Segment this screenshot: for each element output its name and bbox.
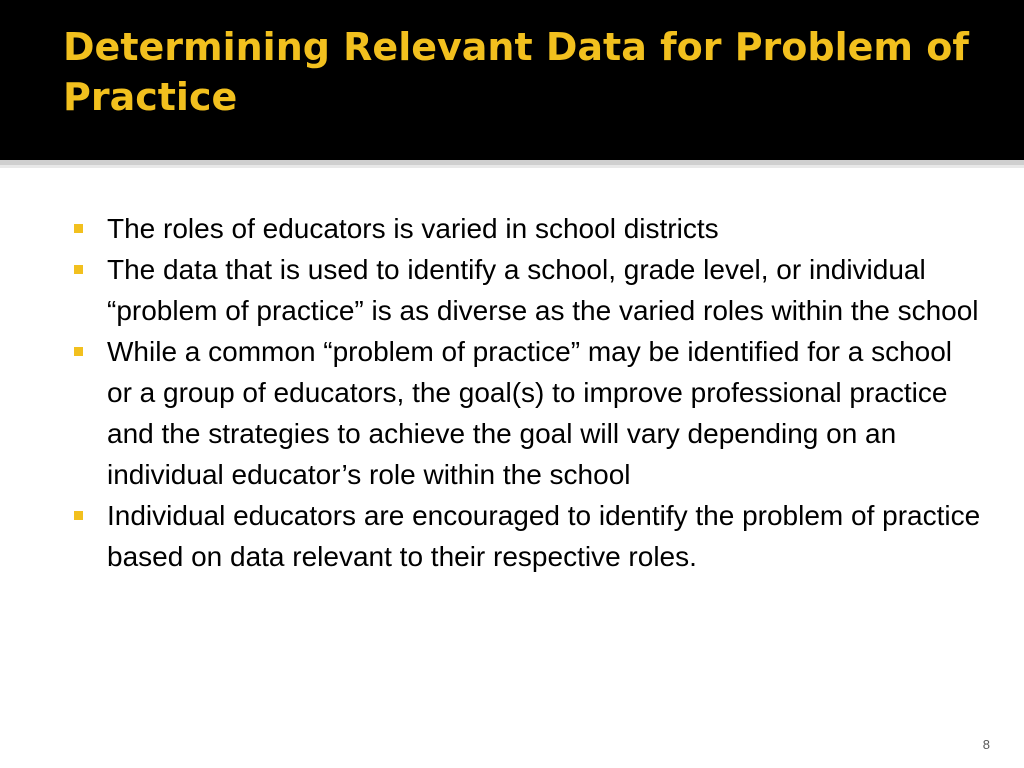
- bullet-item: [74, 249, 984, 331]
- bullet-text: Individual educators are encouraged to identify the problem of practice based on data relevant to their respective roles.: [107, 500, 981, 572]
- bullet-item: [74, 495, 984, 577]
- title-bar: [0, 0, 1024, 160]
- slide-number: 8: [982, 737, 990, 752]
- square-bullet-icon: [74, 265, 83, 274]
- bullet-text: The data that is used to identify a school, grade level, or individual “problem of practice” is as diverse as the varied roles within the school: [107, 254, 979, 326]
- square-bullet-icon: [74, 224, 83, 233]
- square-bullet-icon: [74, 511, 83, 520]
- bullet-list: [74, 208, 984, 577]
- square-bullet-icon: [74, 347, 83, 356]
- bullet-text: While a common “problem of practice” may be identified for a school or a group of educators, the goal(s) to improve professional practice and the strategies to achieve the goal will vary depending on an individual educator’s role within the school: [107, 336, 953, 490]
- slide-title: Determining Relevant Data for Problem of Practice: [63, 25, 969, 119]
- bullet-item: [74, 208, 984, 249]
- title-divider-shadow: [0, 165, 1024, 168]
- bullet-item: [74, 331, 984, 495]
- bullet-text: The roles of educators is varied in school districts: [107, 213, 719, 244]
